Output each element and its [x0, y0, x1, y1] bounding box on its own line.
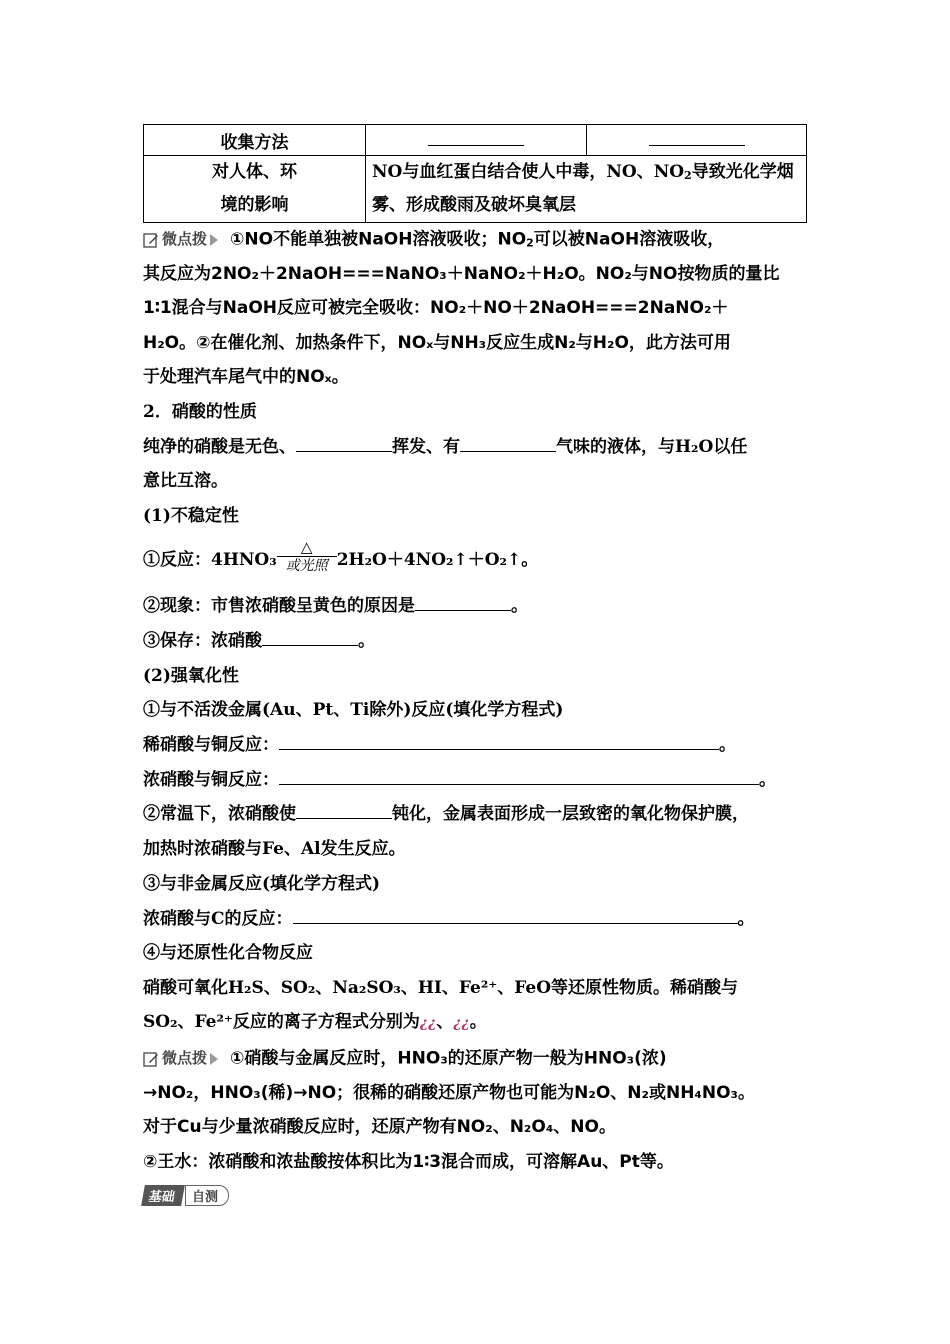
answer-blank[interactable] — [279, 731, 719, 750]
tip-badge — [143, 222, 218, 257]
tip2-line3: 对于Cu与少量浓硝酸反应时，还原产物有NO₂、N₂O₄、NO。 — [143, 1117, 616, 1137]
tip2-line2: →NO₂，HNO₃(稀)→NO；很稀的硝酸还原产物也可能为N₂O、N₂或NH₄NO₃。 — [143, 1083, 756, 1103]
reducing-heading: ④与还原性化合物反应 — [143, 943, 313, 963]
answer-cell-no2[interactable] — [587, 125, 807, 156]
reducing-line2: SO₂、Fe²⁺反应的离子方程式分别为¿¿、¿¿。 — [143, 1012, 487, 1032]
answer-blank[interactable] — [262, 627, 358, 646]
triangle-icon — [210, 1053, 218, 1065]
subheading-instability: (1)不稳定性 — [143, 506, 239, 526]
answer-blank[interactable] — [649, 129, 745, 146]
reaction-equation: ①反应：4HNO₃ △ 或光照 2H₂O＋4NO₂↑＋O₂↑。 — [143, 538, 539, 574]
intro-line2: 意比互溶。 — [143, 471, 228, 491]
answer-blank[interactable] — [460, 433, 556, 452]
triangle-icon — [210, 234, 218, 246]
intro-line1: 纯净的硝酸是无色、 挥发、有 气味的液体，与H₂O以任 — [143, 430, 813, 465]
tip2-line4: ②王水：浓硝酸和浓盐酸按体积比为1∶3混合而成，可溶解Au、Pt等。 — [143, 1152, 674, 1172]
tip1-line5: 于处理汽车尾气中的NOₓ。 — [143, 367, 349, 387]
passivation-line1: ②常温下，浓硝酸使 钝化，金属表面形成一层致密的氧化物保护膜， — [143, 797, 813, 832]
badge-light-label: 自测 — [185, 1185, 229, 1206]
conc-cu-line: 浓硝酸与铜反应： 。 — [143, 763, 813, 798]
table-row — [144, 125, 807, 156]
answer-blank[interactable] — [415, 592, 511, 611]
tip1-line2: 其反应为2NO₂＋2NaOH===NaNO₃＋NaNO₂＋H₂O。NO₂与NO按物质的量比 — [143, 264, 780, 284]
storage-line: ③保存：浓硝酸 。 — [143, 624, 813, 659]
properties-table — [143, 124, 807, 223]
answer-blank[interactable] — [293, 905, 738, 924]
answer-blank[interactable] — [279, 766, 759, 785]
row-label-effect: 对人体、环 境的影响 — [144, 156, 366, 223]
answer-placeholder[interactable]: ¿¿ — [419, 1015, 437, 1031]
subheading-oxidation: (2)强氧化性 — [143, 666, 239, 686]
tip1-line3: 1∶1混合与NaOH反应可被完全吸收：NO₂＋NO＋2NaOH===2NaNO₂＋ — [143, 298, 729, 318]
answer-blank[interactable] — [296, 800, 392, 819]
badge-dark-label: 基础 — [141, 1185, 185, 1206]
answer-placeholder[interactable]: ¿¿ — [453, 1015, 470, 1031]
answer-blank[interactable] — [296, 433, 392, 452]
oxidation-item1: ①与不活泼金属(Au、Pt、Ti除外)反应(填化学方程式) — [143, 700, 564, 720]
section-heading: 2．硝酸的性质 — [143, 402, 257, 422]
tip-badge-label: 微点拨 — [162, 230, 208, 248]
tip2-line1: 微点拨 ①硝酸与金属反应时，HNO₃的还原产物一般为HNO₃(浓) — [143, 1041, 813, 1077]
reaction-condition: △ 或光照 — [277, 538, 337, 575]
phenomenon-line: ②现象：市售浓硝酸呈黄色的原因是 。 — [143, 589, 813, 624]
dilute-cu-line: 稀硝酸与铜反应： 。 — [143, 728, 813, 763]
conc-c-line: 浓硝酸与C的反应： 。 — [143, 902, 813, 937]
reducing-line1: 硝酸可氧化H₂S、SO₂、Na₂SO₃、HI、Fe²⁺、FeO等还原性物质。稀硝酸与 — [143, 978, 738, 998]
pencil-icon — [143, 232, 159, 248]
pencil-icon — [143, 1051, 159, 1067]
nonmetal-heading: ③与非金属反应(填化学方程式) — [143, 874, 381, 894]
table-row — [144, 156, 807, 223]
self-test-badge — [143, 1185, 229, 1205]
tip1-line1: 微点拨 ①NO不能单独被NaOH溶液吸收；$NO_2$可以被NaOH溶液吸收， — [143, 222, 813, 258]
passivation-line2: 加热时浓硝酸与Fe、Al发生反应。 — [143, 839, 406, 859]
row-content-effect: NO与血红蛋白结合使人中毒，NO、$NO_2$导致光化学烟雾、形成酸雨及破坏臭氧层 — [366, 156, 807, 223]
tip-badge-label: 微点拨 — [162, 1049, 208, 1067]
tip-badge — [143, 1041, 218, 1076]
row-label-collection: 收集方法 — [144, 125, 366, 156]
answer-cell-no[interactable] — [366, 125, 587, 156]
answer-blank[interactable] — [428, 129, 524, 146]
tip1-line4: H₂O。②在催化剂、加热条件下，NOₓ与NH₃反应生成N₂与H₂O，此方法可用 — [143, 333, 731, 353]
